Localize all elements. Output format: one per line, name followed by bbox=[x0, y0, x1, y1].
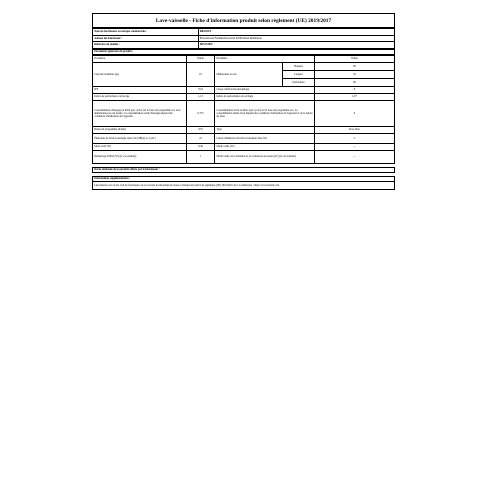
section-title: Paramètres généraux du produit : bbox=[93, 49, 395, 55]
parameters-table bbox=[92, 55, 395, 163]
height-label: Hauteur bbox=[283, 62, 315, 70]
off-mode-value: 0,49 bbox=[186, 143, 215, 150]
eei-row bbox=[93, 86, 395, 93]
supplier-name-value: BRANDT bbox=[198, 29, 394, 36]
energy-consumption-value: 0,753 bbox=[186, 100, 215, 126]
header-parameter-2: Paramètre bbox=[215, 56, 315, 62]
type-value: Pose libre bbox=[314, 126, 394, 133]
noise-value: 47 bbox=[186, 133, 215, 143]
supplier-info-table bbox=[92, 28, 395, 49]
standby-label: Mode veille (W) bbox=[215, 143, 315, 150]
consumption-row bbox=[93, 100, 395, 126]
eei-label: IEE bbox=[93, 86, 187, 93]
delay-start-value: 1 bbox=[186, 150, 215, 163]
energy-class-value: E bbox=[314, 86, 394, 93]
capacity-label: Capacité nominale (ps) bbox=[93, 62, 187, 86]
off-mode-label: Mode arrêt (W) bbox=[93, 143, 187, 150]
networked-standby-value: — bbox=[314, 150, 394, 163]
drying-index-value: 1,07 bbox=[314, 93, 394, 100]
header-parameter: Paramètre bbox=[93, 56, 187, 62]
noise-class-value: C bbox=[314, 133, 394, 143]
product-sheet bbox=[92, 13, 395, 190]
additional-info-table bbox=[92, 176, 395, 190]
duration-value: 3:55 bbox=[186, 126, 215, 133]
header-value-2: Valeur bbox=[314, 56, 394, 62]
supplier-name-row bbox=[93, 29, 395, 36]
performance-row bbox=[93, 93, 395, 100]
delay-start-row bbox=[93, 150, 395, 163]
cleaning-index-value: 1,13 bbox=[186, 93, 215, 100]
additional-info-text: Lien internet vers le site web du fournisseur où se trouvent les informations visées à l'annexe II point 6 du règlement (UE) 2019/2022 de la Commission : https://www.brandt.com bbox=[93, 181, 395, 189]
supplier-address-row bbox=[93, 35, 395, 42]
energy-consumption-label: Consommation d'énergie en kWh [par cycle] sur la base du programme eco avec alimentation en eau froide. La consommation réelle d'énergie dépend des conditions d'utilisation de l'appareil. bbox=[93, 100, 187, 126]
noise-class-label: Classe d'émission de bruit acoustique dans l'air bbox=[215, 133, 315, 143]
capacity-row bbox=[93, 62, 395, 70]
off-mode-row bbox=[93, 143, 395, 150]
supplier-address-label: Adresse du fournisseur : bbox=[93, 35, 199, 42]
eei-value: 55,9 bbox=[186, 86, 215, 93]
type-label: Type bbox=[215, 126, 315, 133]
model-reference-label: Référence du modèle : bbox=[93, 42, 199, 49]
width-value: 45 bbox=[314, 70, 394, 78]
duration-label: Durée du programme (h:min) bbox=[93, 126, 187, 133]
water-consumption-value: 9 bbox=[314, 100, 394, 126]
energy-class-label: Classe d'efficacité énergétique bbox=[215, 86, 315, 93]
model-reference-value: BFS1010W bbox=[198, 42, 394, 49]
width-label: Largeur bbox=[283, 70, 315, 78]
dimensions-label: Dimensions en cm bbox=[215, 62, 283, 86]
section-title-table bbox=[92, 49, 395, 56]
cleaning-index-label: Indice de performance de lavage bbox=[93, 93, 187, 100]
additional-info-label: Informations supplémentaires : bbox=[93, 176, 395, 181]
duration-row bbox=[93, 126, 395, 133]
standby-value: — bbox=[314, 143, 394, 150]
water-consumption-label: Consommation d'eau en litres [par cycle] sur la base du programme eco. La consommation réelle d'eau dépend des conditions d'utilisation de l'appareil et de la dureté de l'eau. bbox=[215, 100, 315, 126]
capacity-value: 10 bbox=[186, 62, 215, 86]
supplier-name-label: Nom du fournisseur ou marque commerciale : bbox=[93, 29, 199, 36]
height-value: 85 bbox=[314, 62, 394, 70]
depth-value: 60 bbox=[314, 78, 394, 86]
depth-label: Profondeur bbox=[283, 78, 315, 86]
drying-index-label: Indice de performance de séchage bbox=[215, 93, 315, 100]
model-reference-row bbox=[93, 42, 395, 49]
supplier-address-value: 80 boulevard Franklin Roosevelt 92500 Rueil Malmaison bbox=[198, 35, 394, 42]
document-title: Lave-vaisselle - Fiche d'information produit selon règlement (UE) 2019/2017 bbox=[92, 13, 395, 28]
noise-label: Émissions de bruit acoustique dans l'air [dB(A) re 1 pW] bbox=[93, 133, 187, 143]
delay-start-label: Démarrage différé (W) (le cas échéant) bbox=[93, 150, 187, 163]
warranty-table bbox=[92, 167, 395, 173]
header-value: Valeur bbox=[186, 56, 215, 62]
networked-standby-label: Mode veille avec maintien de la connexion au réseau (W) (le cas échéant) bbox=[215, 150, 315, 163]
noise-row bbox=[93, 133, 395, 143]
warranty-label: Durée minimale de la garantie offerte par le fournisseur : bbox=[93, 167, 395, 172]
